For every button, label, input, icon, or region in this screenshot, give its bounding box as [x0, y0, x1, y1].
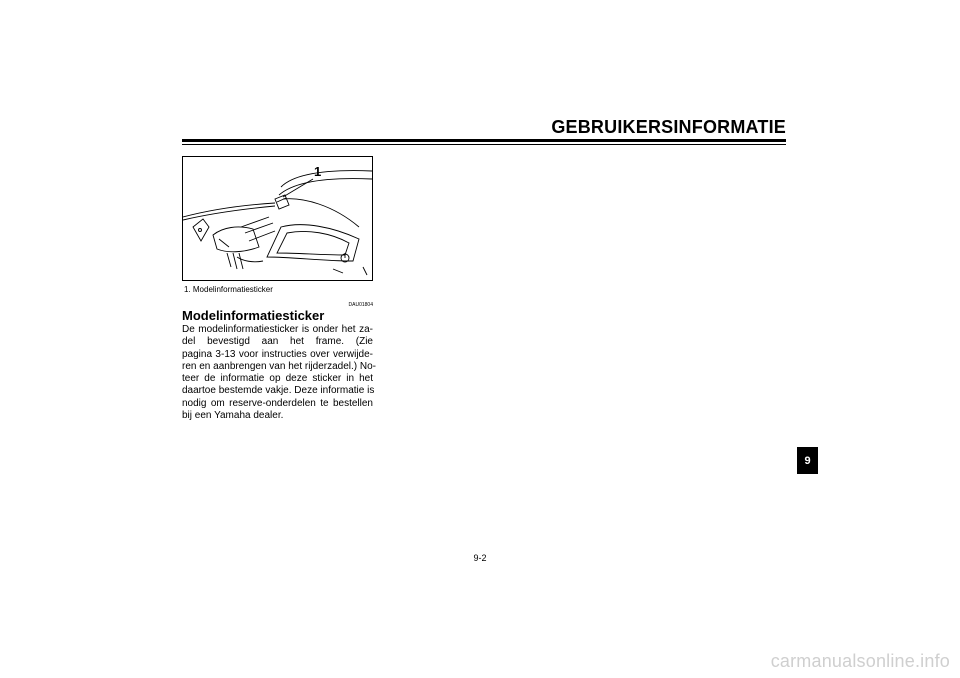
chapter-tab: 9 [797, 447, 818, 474]
page-number: 9-2 [473, 553, 487, 563]
document-code: DAU01804 [348, 302, 373, 308]
header-rule [182, 139, 786, 145]
callout-number: 1 [314, 164, 322, 179]
section-heading: Modelinformatiesticker [182, 308, 325, 323]
motorcycle-seat-illustration [182, 156, 373, 281]
body-line: De modelinformatiesticker is onder het za- [182, 324, 373, 335]
body-line: pagina 3-13 voor instructies over verwijde- [182, 348, 373, 360]
figure-caption: 1. Modelinformatiesticker [184, 285, 273, 294]
watermark: carmanualsonline.info [770, 651, 950, 671]
page-title: GEBRUIKERSINFORMATIE [551, 117, 786, 137]
body-line: teer de informatie op deze sticker in het [182, 373, 373, 385]
body-line: bij een Yamaha dealer. [182, 410, 284, 422]
body-line: ren en aanbrengen van het rijderzadel.) No- [182, 360, 377, 372]
body-line: nodig om reserve-onderdelen te bestellen [182, 397, 373, 409]
body-line: del bevestigd aan het frame. (Zie [182, 336, 373, 348]
body-line: daartoe bestemde vakje. Deze informatie is [182, 385, 375, 397]
body-paragraph [182, 324, 377, 422]
